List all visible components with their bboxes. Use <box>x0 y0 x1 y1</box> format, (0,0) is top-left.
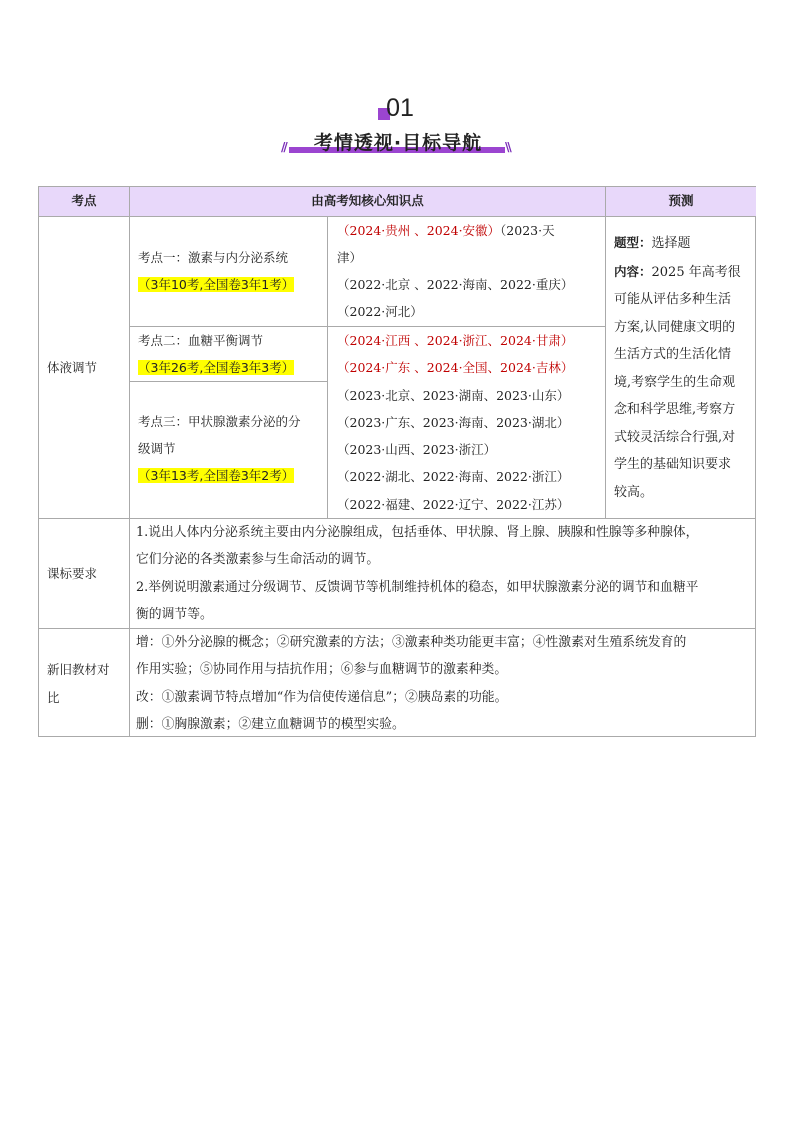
row-label-textbook-comparison <box>39 628 129 737</box>
header-cell-knowledge: 由高考知核心知识点 <box>129 187 605 216</box>
textbook-comparison-cell <box>129 628 756 737</box>
header-cell-topic: 考点 <box>39 187 129 216</box>
content-line: 较高。 <box>614 484 654 500</box>
exam-years-group-2 <box>327 326 605 518</box>
topic-point-1-name: 考点一：激素与内分泌系统 <box>138 250 289 265</box>
comparison-line: 改：①激素调节特点增加“作为信使传递信息”；②胰岛素的功能。 <box>136 689 508 705</box>
left-slash-decoration: // <box>281 140 286 154</box>
exam-years-group-1 <box>327 216 605 326</box>
section-number: 01 <box>386 94 414 122</box>
content-line: 2025 年高考很 <box>651 264 741 280</box>
row-label-line1: 新旧教材对 <box>47 662 110 677</box>
topic-point-3-name-line1: 考点三：甲状腺激素分泌的分 <box>138 414 301 429</box>
header-cell-prediction: 预测 <box>605 187 756 216</box>
curriculum-requirements-cell <box>129 518 756 628</box>
years-line-3: （2022·北京 、2022·海南、2022·重庆） <box>337 277 574 292</box>
content-label: 内容： <box>614 263 652 279</box>
years-line: （2023·山西、2023·浙江） <box>337 442 497 458</box>
topic-point-1 <box>129 216 327 326</box>
years-line: （2023·广东、2023·海南、2023·湖北） <box>337 414 570 430</box>
prediction-cell <box>605 216 756 518</box>
topic-point-3 <box>129 381 327 518</box>
requirement-line: 1.说出人体内分泌系统主要由内分泌腺组成，包括垂体、甲状腺、肾上腺、胰腺和性腺等多种腺体， <box>136 525 699 540</box>
content-line: 学生的基础知识要求 <box>614 457 732 472</box>
topic-point-1-count: （3年10考,全国卷3年1考） <box>138 277 295 292</box>
years-2024-red: （2024·贵州 、2024·安徽） <box>337 223 501 238</box>
right-slash-decoration: \\ <box>505 140 510 154</box>
years-line-2: 津） <box>337 250 363 265</box>
content-line: 式较灵活综合行强,对 <box>614 429 736 445</box>
content-line: 生活方式的生活化情 <box>614 347 732 362</box>
years-line: （2023·北京、2023·湖南、2023·山东） <box>337 387 570 403</box>
years-line: （2024·广东 、2024·全国、2024·吉林） <box>337 360 574 376</box>
content-line: 可能从评估多种生活 <box>614 292 732 307</box>
years-2023-tianjin: （2023·天 <box>500 223 555 238</box>
question-type-value: 选择题 <box>651 236 691 251</box>
topic-point-3-count: （3年13考,全国卷3年2考） <box>138 468 295 483</box>
requirement-line: 它们分泌的各类激素参与生命活动的调节。 <box>136 552 380 568</box>
requirement-line: 2.举例说明激素通过分级调节、反馈调节等机制维持机体的稳态，如甲状腺激素分泌的调节和血糖平 <box>136 579 699 595</box>
comparison-line: 删：①胸腺激素；②建立血糖调节的模型实验。 <box>136 716 405 732</box>
section-header <box>0 92 794 162</box>
requirement-line: 衡的调节等。 <box>136 606 213 622</box>
comparison-line: 作用实验；⑤协同作用与拮抗作用；⑥参与血糖调节的激素种类。 <box>136 662 508 678</box>
years-line: （2022·湖北、2022·海南、2022·浙江） <box>337 469 570 485</box>
comparison-line: 增：①外分泌腺的概念；②研究激素的方法；③激素种类功能更丰富；④性激素对生殖系统发育的 <box>136 635 687 650</box>
question-type-label: 题型： <box>614 235 652 250</box>
topic-point-2-count: （3年26考,全国卷3年3考） <box>138 360 295 375</box>
content-line: 念和科学思维,考察方 <box>614 402 736 417</box>
years-line: （2024·江西 、2024·浙江、2024·甘肃） <box>337 333 574 348</box>
exam-analysis-table <box>38 186 756 737</box>
row-label-body-fluid-regulation: 体液调节 <box>39 216 129 518</box>
row-label-line2: 比 <box>47 690 60 705</box>
years-line: （2022·福建、2022·辽宁、2022·江苏） <box>337 496 570 512</box>
content-line: 方案,认同健康文明的 <box>614 319 736 335</box>
content-line: 境,考察学生的生命观 <box>614 374 736 390</box>
topic-point-2 <box>129 326 327 381</box>
section-title: 考情透视·目标导航 <box>313 132 483 154</box>
row-label-curriculum-requirements: 课标要求 <box>39 518 129 628</box>
topic-point-2-name: 考点二：血糖平衡调节 <box>138 333 264 348</box>
topic-point-3-name-line2: 级调节 <box>138 441 176 456</box>
years-line-4: （2022·河北） <box>337 304 423 319</box>
